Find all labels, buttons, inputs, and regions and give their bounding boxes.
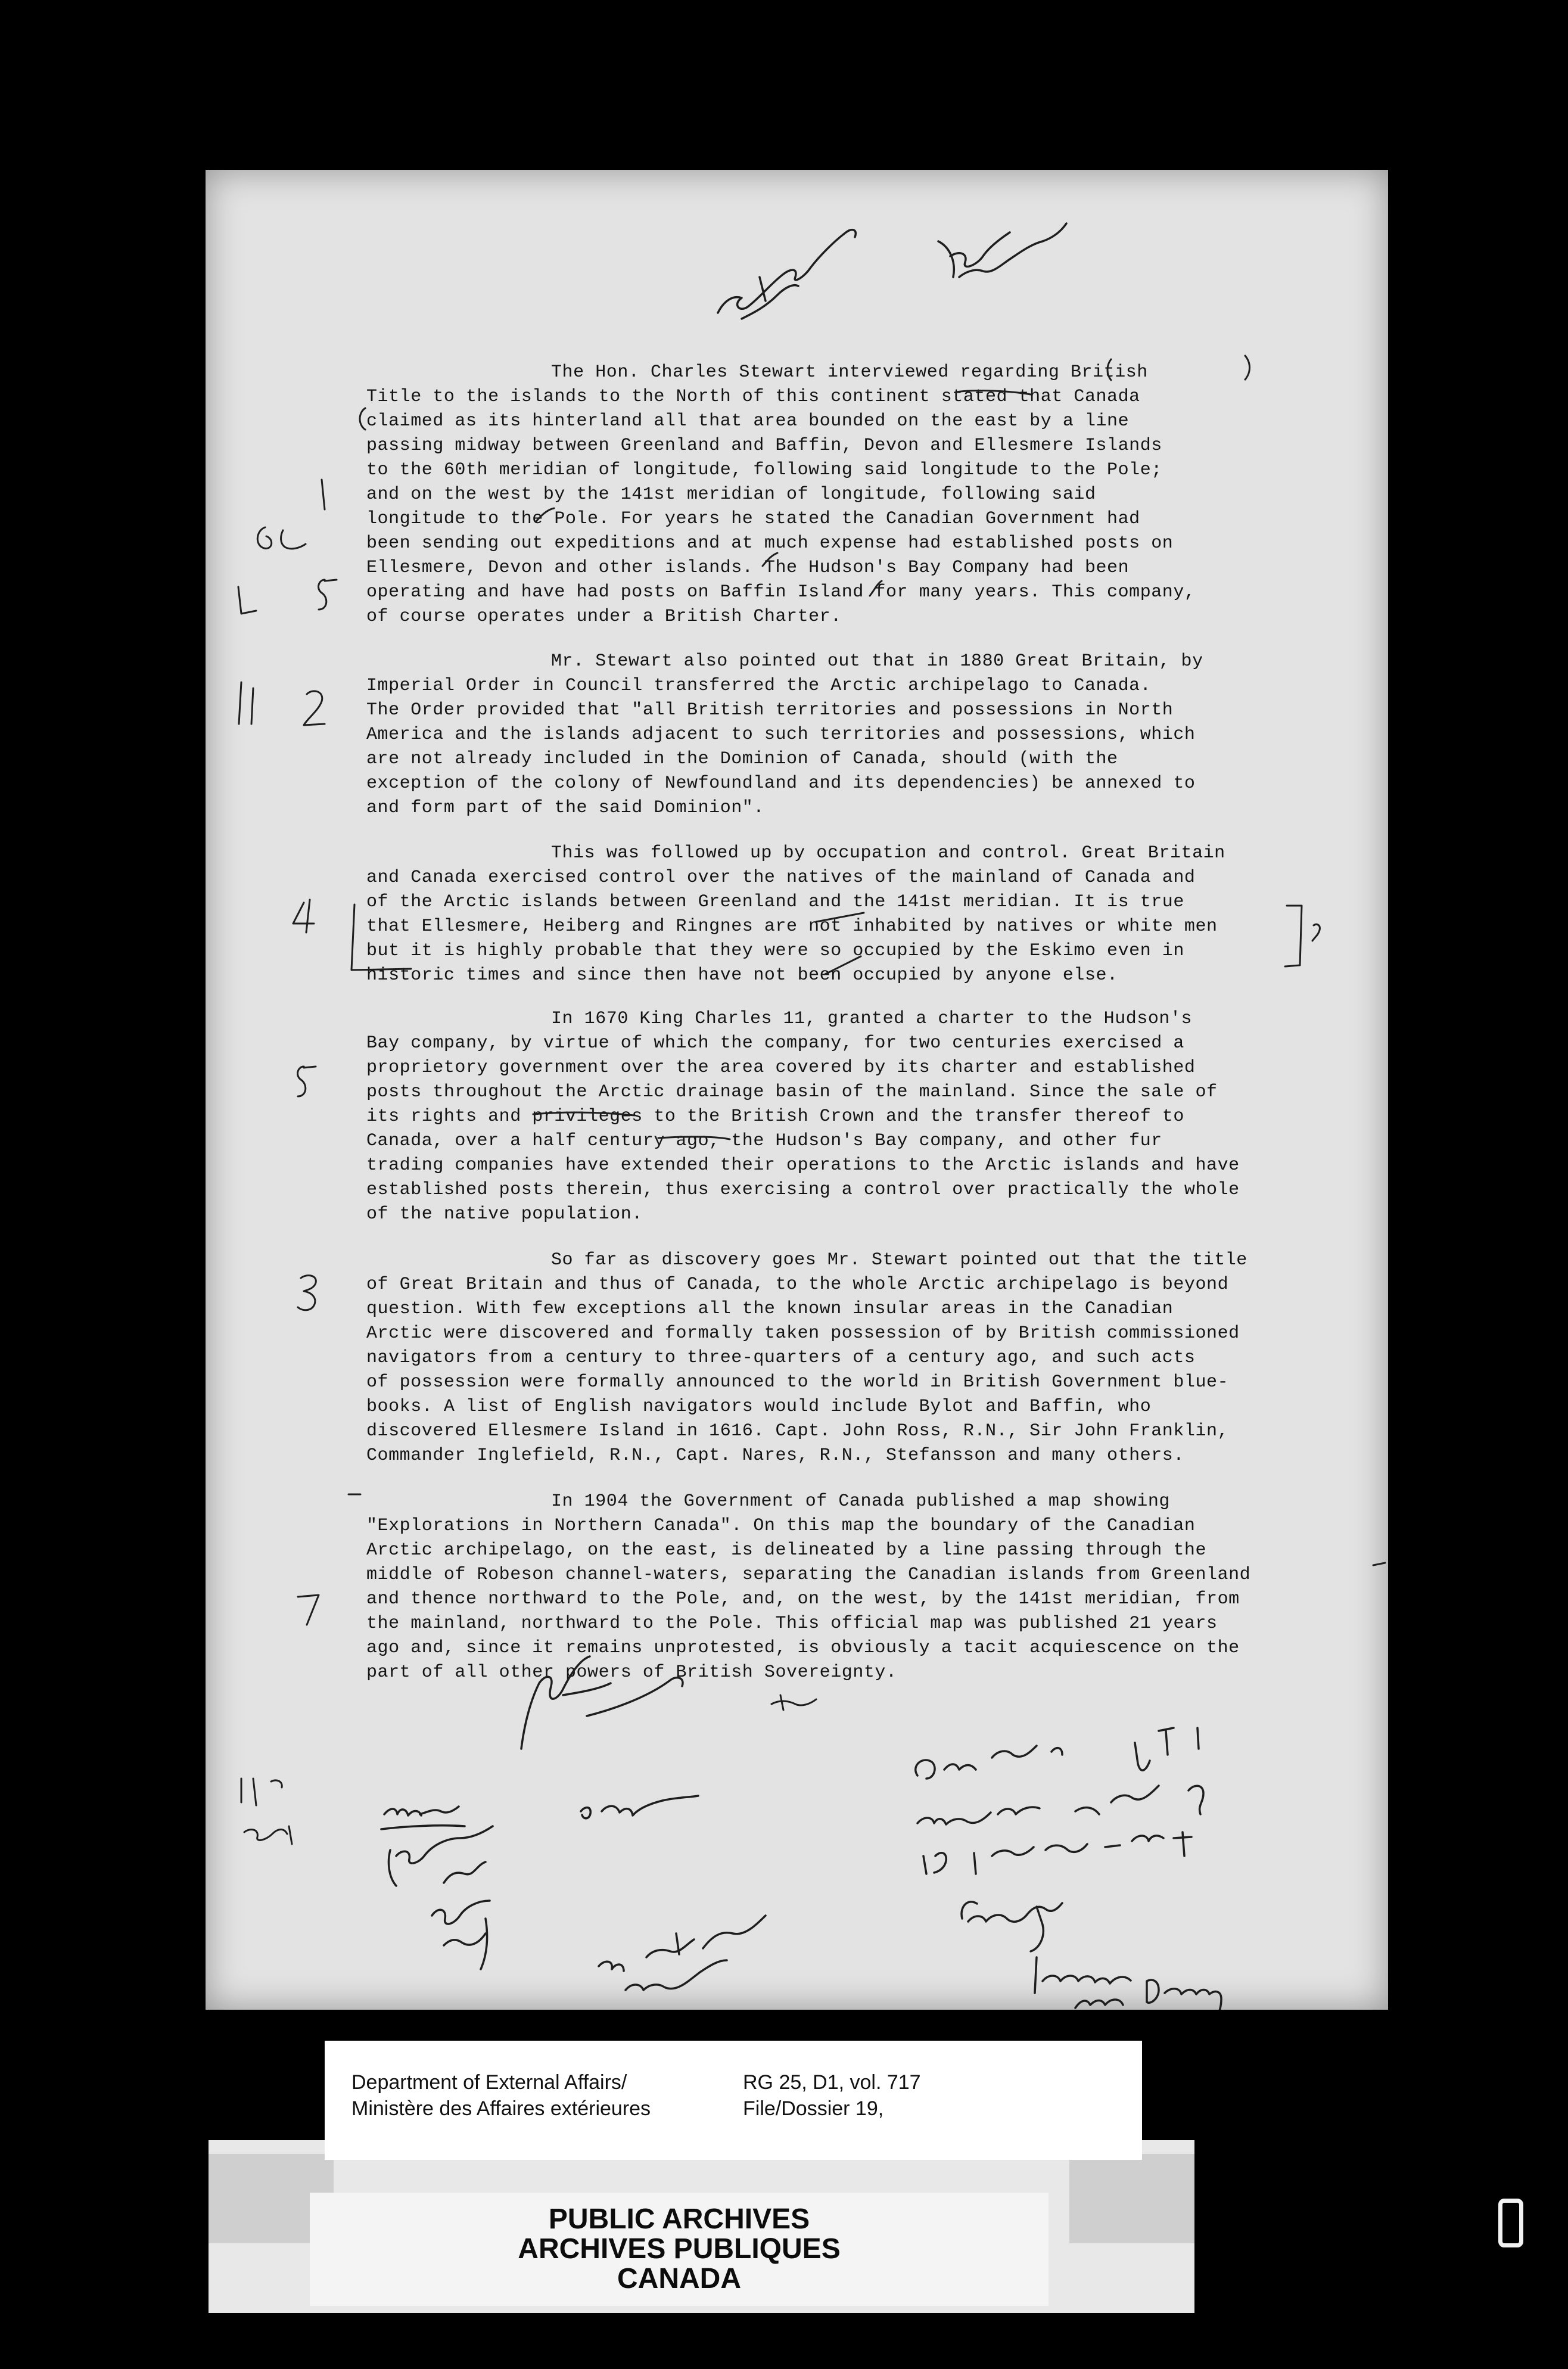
handwritten-note-no-new-steps xyxy=(381,1807,465,1829)
handwritten-margin-6-comment xyxy=(257,527,306,549)
label-reference xyxy=(743,2069,921,2122)
handwritten-note-no-claim-alaska xyxy=(599,1916,766,1990)
handwritten-note-norway-sverdrup xyxy=(1035,1957,1221,2010)
handwritten-note-prepared xyxy=(521,1656,683,1749)
label-department-fr: Ministère des Affaires extérieures xyxy=(351,2097,651,2120)
text-line: trading companies have extended their operations to the Arctic islands and have xyxy=(366,1155,1240,1176)
text-line: operating and have had posts on Baffin Island for many years. This company, xyxy=(366,582,1196,602)
text-line: Arctic were discovered and formally taken possession of by British commissioned xyxy=(366,1323,1240,1344)
text-line: America and the islands adjacent to such territories and possessions, which xyxy=(366,725,1196,745)
text-line: of the native population. xyxy=(366,1204,643,1224)
handwritten-note-one-reason xyxy=(916,1728,1199,1779)
text-line: Commander Inglefield, R.N., Capt. Nares, R.N., Stefansson and many others. xyxy=(366,1445,1184,1466)
text-line: Bay company, by virtue of which the company, for two centuries exercised a xyxy=(366,1033,1184,1053)
text-line: and Canada exercised control over the natives of the mainland of Canada and xyxy=(366,868,1196,888)
text-line: passing midway between Greenland and Baffin, Devon and Ellesmere Islands xyxy=(366,436,1162,456)
text-line: books. A list of English navigators would include Bylot and Baffin, who xyxy=(366,1397,1152,1417)
text-line: claimed as its hinterland all that area bounded on the east by a line xyxy=(366,411,1130,431)
text-line: and thence northward to the Pole, and, on the west, by the 141st meridian, from xyxy=(366,1589,1240,1609)
handwritten-margin-5-lower xyxy=(298,1067,316,1096)
archives-stamp-text xyxy=(310,2205,1049,2294)
text-line: question. With few exceptions all the known insular areas in the Canadian xyxy=(366,1299,1174,1319)
archives-stamp xyxy=(310,2193,1049,2306)
text-line: and form part of the said Dominion". xyxy=(366,798,764,818)
text-line: So far as discovery goes Mr. Stewart pointed out that the title xyxy=(551,1250,1247,1270)
handwritten-note-left-edge xyxy=(241,1779,292,1844)
text-line: but it is highly probable that they were so occupied by the Eskimo even in xyxy=(366,941,1184,961)
label-record-group: RG 25, D1, vol. 717 xyxy=(743,2071,921,2094)
text-line: ago and, since it remains unprotested, is obviously a tacit acquiescence on the xyxy=(366,1638,1240,1658)
text-line: The Hon. Charles Stewart interviewed regarding British xyxy=(551,362,1148,383)
label-department-en: Department of External Affairs/ xyxy=(351,2071,627,2094)
text-line: are not already included in the Dominion of Canada, should (with the xyxy=(366,749,1118,769)
text-line: the mainland, northward to the Pole. This official map was published 21 years xyxy=(366,1613,1218,1634)
handwritten-margin-1 xyxy=(322,480,325,509)
text-line: proprietory government over the area covered by its charter and established xyxy=(366,1058,1196,1078)
text-line: longitude to the Pole. For years he stated the Canadian Government had xyxy=(366,509,1140,529)
text-line: Title to the islands to the North of this continent stated that Canada xyxy=(366,387,1140,407)
text-line: posts throughout the Arctic drainage basin of the mainland. Since the sale of xyxy=(366,1082,1218,1102)
typewritten-page xyxy=(206,170,1388,2010)
archive-reference-label xyxy=(325,2041,1142,2160)
text-line: part of all other powers of British Sovereignty. xyxy=(366,1662,897,1683)
text-line: of course operates under a British Charter. xyxy=(366,607,842,627)
handwritten-margin-7 xyxy=(298,1595,319,1625)
handwritten-dash-greenland xyxy=(1373,1563,1385,1565)
handwritten-underline-canada xyxy=(360,390,1031,430)
text-line: In 1670 King Charles 11, granted a charter to the Hudson's xyxy=(551,1009,1193,1029)
text-line: discovered Ellesmere Island in 1616. Capt. John Ross, R.N., Sir John Franklin, xyxy=(366,1421,1229,1441)
archive-mount-tab-right xyxy=(1069,2154,1194,2243)
handwritten-note-top-left xyxy=(718,230,855,319)
handwritten-margin-l-5 xyxy=(238,580,337,614)
label-department xyxy=(351,2069,651,2122)
film-frame-mark xyxy=(1498,2199,1523,2247)
text-line: of the Arctic islands between Greenland and the 141st meridian. It is true xyxy=(366,892,1184,912)
text-line: Ellesmere, Devon and other islands. The Hudson's Bay Company had been xyxy=(366,558,1130,578)
text-line: of possession were formally announced to the world in British Government blue- xyxy=(366,1372,1229,1392)
handwritten-note-there xyxy=(771,1695,816,1710)
text-line: its rights and privileges to the British Crown and the transfer thereof to xyxy=(366,1106,1184,1127)
handwritten-strike-ringnes xyxy=(816,913,864,974)
label-file-number: File/Dossier 19, xyxy=(743,2097,884,2120)
text-line: Imperial Order in Council transferred the Arctic archipelago to Canada. xyxy=(366,676,1152,696)
text-line: established posts therein, thus exercising a control over practically the whole xyxy=(366,1180,1240,1200)
handwritten-underline-charter xyxy=(533,1112,730,1139)
text-line: to the 60th meridian of longitude, following said longitude to the Pole; xyxy=(366,460,1162,480)
handwritten-margin-2 xyxy=(239,682,325,725)
stamp-line-archives-publiques: ARCHIVES PUBLIQUES xyxy=(518,2233,841,2265)
text-line: of Great Britain and thus of Canada, to the whole Arctic archipelago is beyond xyxy=(366,1274,1229,1295)
handwritten-note-asserts-claim xyxy=(917,1786,1203,1824)
text-line: historic times and since then have not been occupied by anyone else. xyxy=(366,965,1118,985)
text-line: been sending out expeditions and at much expense had established posts on xyxy=(366,533,1174,554)
handwritten-margin-4 xyxy=(293,900,314,932)
handwritten-slash-marks xyxy=(536,508,882,596)
text-line: exception of the colony of Newfoundland and its dependencies) be annexed to xyxy=(366,773,1196,794)
handwritten-note-yearly-patrol xyxy=(432,1901,490,1969)
text-line: middle of Robeson channel-waters, separating the Canadian islands from Greenland xyxy=(366,1565,1251,1585)
text-line: and on the west by the 141st meridian of longitude, following said xyxy=(366,484,1096,505)
text-line: This was followed up by occupation and control. Great Britain xyxy=(551,843,1225,863)
text-line: Mr. Stewart also pointed out that in 1880 Great Britain, by xyxy=(551,651,1203,671)
text-line: Arctic archipelago, on the east, is delineated by a line passing through the xyxy=(366,1540,1207,1560)
handwritten-note-colonize xyxy=(388,1826,493,1886)
handwritten-note-contiguity xyxy=(962,1902,1062,1951)
handwritten-bracket-ellesmere xyxy=(351,904,1320,970)
text-line: Canada, over a half century ago, the Hudson's Bay company, and other fur xyxy=(366,1131,1162,1151)
text-line: In 1904 the Government of Canada published a map showing xyxy=(551,1491,1170,1512)
text-line: navigators from a century to three-quarters of a century ago, and such acts xyxy=(366,1348,1196,1368)
handwritten-note-or-new-claims xyxy=(581,1796,698,1818)
handwritten-note-top-right xyxy=(938,223,1066,277)
text-line: The Order provided that "all British territories and possessions in North xyxy=(366,700,1174,720)
handwritten-note-recog-right xyxy=(923,1832,1191,1874)
stamp-line-public-archives: PUBLIC ARCHIVES xyxy=(548,2203,810,2235)
text-line: "Explorations in Northern Canada". On this map the boundary of the Canadian xyxy=(366,1516,1196,1536)
handwritten-bracket-british xyxy=(1107,356,1250,380)
handwritten-margin-3 xyxy=(298,1276,316,1310)
handwritten-annotations xyxy=(206,170,1388,2010)
stamp-line-canada: CANADA xyxy=(617,2263,741,2295)
text-line: that Ellesmere, Heiberg and Ringnes are not inhabited by natives or white men xyxy=(366,916,1218,937)
